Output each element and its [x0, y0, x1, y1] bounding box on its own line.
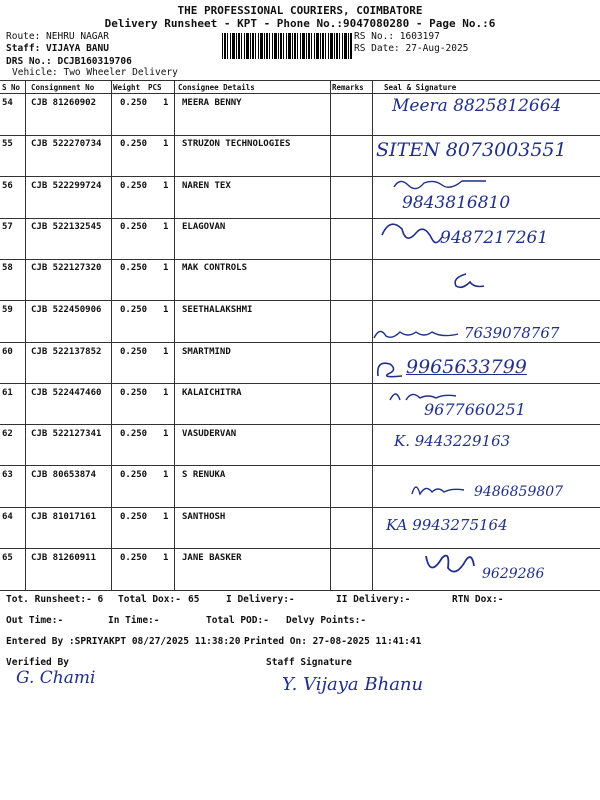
row-pcs: 1: [163, 98, 169, 108]
entered-by: Entered By :SPRIYAKPT 08/27/2025 11:38:20: [6, 636, 241, 647]
row-weight: 0.250: [120, 470, 148, 480]
row-consignment: CJB 81017161: [31, 512, 97, 522]
rs-number: RS No.: 1603197: [354, 31, 440, 42]
row-consignee: STRUZON TECHNOLOGIES: [182, 139, 291, 149]
row-consignment: CJB 522137852: [31, 347, 102, 357]
row-consignee: KALAICHITRA: [182, 388, 242, 398]
delvy-points: Delvy Points:-: [286, 615, 367, 626]
row-consignee: NAREN TEX: [182, 181, 231, 191]
out-time: Out Time:-: [6, 615, 64, 626]
row-sno: 58: [2, 263, 13, 273]
row-pcs: 1: [163, 388, 169, 398]
row-consignment: CJB 81260911: [31, 553, 97, 563]
row-consignee: VASUDERVAN: [182, 429, 237, 439]
row-divider: [0, 218, 600, 219]
col-header-sno: S No: [2, 83, 21, 92]
col-header-consignment: Consignment No: [31, 83, 95, 92]
row-sno: 63: [2, 470, 13, 480]
ii-delivery: II Delivery:-: [336, 594, 411, 605]
row-sno: 56: [2, 181, 13, 191]
row-weight: 0.250: [120, 305, 148, 315]
row-sno: 65: [2, 553, 13, 563]
row-weight: 0.250: [120, 388, 148, 398]
staff-signature-label: Staff Signature: [266, 657, 352, 668]
row-sno: 64: [2, 512, 13, 522]
table-top-border: [0, 80, 600, 81]
col-divider: [111, 80, 112, 590]
rs-date: RS Date: 27-Aug-2025: [354, 43, 469, 54]
col-header-consignee: Consignee Details: [178, 83, 255, 92]
row-consignment: CJB 80653874: [31, 470, 97, 480]
row-sno: 54: [2, 98, 13, 108]
row-divider: [0, 342, 600, 343]
row-pcs: 1: [163, 222, 169, 232]
table-bottom-border: [0, 590, 600, 591]
row-consignment: CJB 81260902: [31, 98, 97, 108]
row-divider: [0, 383, 600, 384]
row-weight: 0.250: [120, 512, 148, 522]
scribble-mark: [390, 173, 490, 193]
row-consignee: SANTHOSH: [182, 512, 226, 522]
row-divider: [0, 507, 600, 508]
rtn-dox: RTN Dox:-: [452, 594, 504, 605]
col-divider: [174, 80, 175, 590]
row-signature: 7639078767: [464, 324, 560, 342]
col-header-pcs: PCS: [148, 83, 162, 92]
row-sno: 57: [2, 222, 13, 232]
total-pod: Total POD:-: [206, 615, 269, 626]
row-consignment: CJB 522450906: [31, 305, 102, 315]
row-sno: 60: [2, 347, 13, 357]
scribble-mark: [376, 215, 446, 253]
row-signature: 9677660251: [424, 400, 526, 419]
row-weight: 0.250: [120, 263, 148, 273]
row-divider: [0, 300, 600, 301]
row-signature: K. 9443229163: [394, 432, 511, 450]
row-signature: 9487217261: [440, 228, 549, 248]
row-weight: 0.250: [120, 429, 148, 439]
row-signature: 9629286: [482, 566, 545, 582]
company-title: THE PROFESSIONAL COURIERS, COIMBATORE: [177, 4, 423, 17]
tot-runsheet: Tot. Runsheet:- 6: [6, 594, 104, 605]
row-weight: 0.250: [120, 222, 148, 232]
row-signature: 9843816810: [402, 193, 511, 213]
in-time: In Time:-: [108, 615, 160, 626]
row-consignee: JANE BASKER: [182, 553, 242, 563]
row-consignment: CJB 522132545: [31, 222, 102, 232]
row-consignment: CJB 522299724: [31, 181, 102, 191]
row-divider: [0, 548, 600, 549]
row-pcs: 1: [163, 470, 169, 480]
drs-number: DRS No.: DCJB160319706: [6, 56, 132, 67]
row-signature: KA 9943275164: [386, 516, 508, 534]
row-pcs: 1: [163, 263, 169, 273]
col-header-weight: Weight: [113, 83, 141, 92]
scribble-mark: [372, 356, 408, 380]
row-divider: [0, 135, 600, 136]
verifier-signature: G. Chami: [16, 668, 96, 688]
verified-by-label: Verified By: [6, 657, 69, 668]
col-divider: [25, 80, 26, 590]
row-pcs: 1: [163, 139, 169, 149]
row-signature: 9486859807: [474, 484, 564, 500]
row-consignee: MEERA BENNY: [182, 98, 242, 108]
row-weight: 0.250: [120, 553, 148, 563]
row-sno: 62: [2, 429, 13, 439]
i-delivery: I Delivery:-: [226, 594, 295, 605]
row-weight: 0.250: [120, 98, 148, 108]
row-sno: 55: [2, 139, 13, 149]
row-sno: 61: [2, 388, 13, 398]
staff-handwritten-signature: Y. Vijaya Bhanu: [282, 674, 424, 695]
row-weight: 0.250: [120, 181, 148, 191]
col-divider: [330, 80, 331, 590]
row-divider: [0, 259, 600, 260]
scribble-mark: [420, 548, 478, 584]
staff-label: Staff: VIJAYA BANU: [6, 43, 109, 54]
row-consignment: CJB 522127341: [31, 429, 102, 439]
row-consignee: SMARTMIND: [182, 347, 231, 357]
row-pcs: 1: [163, 512, 169, 522]
row-weight: 0.250: [120, 139, 148, 149]
row-divider: [0, 424, 600, 425]
row-divider: [0, 465, 600, 466]
scribble-mark: [408, 478, 468, 500]
scribble-mark: [448, 270, 488, 292]
row-pcs: 1: [163, 429, 169, 439]
row-signature: Meera 8825812664: [392, 96, 562, 116]
total-dox-value: 65: [188, 594, 200, 605]
row-consignment: CJB 522447460: [31, 388, 102, 398]
row-sno: 59: [2, 305, 13, 315]
runsheet-subtitle: Delivery Runsheet - KPT - Phone No.:9047080280 - Page No.:6: [104, 17, 496, 30]
printed-on: Printed On: 27-08-2025 11:41:41: [244, 636, 422, 647]
route-label: Route: NEHRU NAGAR: [6, 31, 109, 42]
row-pcs: 1: [163, 347, 169, 357]
scribble-mark: [372, 324, 462, 344]
row-consignee: ELAGOVAN: [182, 222, 226, 232]
col-header-seal: Seal & Signature: [384, 83, 457, 92]
row-signature: 9965633799: [406, 356, 527, 378]
row-signature: SITEN 8073003551: [376, 139, 567, 161]
row-pcs: 1: [163, 181, 169, 191]
row-pcs: 1: [163, 305, 169, 315]
row-weight: 0.250: [120, 347, 148, 357]
barcode-image: [222, 33, 352, 59]
total-dox-label: Total Dox:-: [118, 594, 181, 605]
col-header-remarks: Remarks: [332, 83, 364, 92]
row-pcs: 1: [163, 553, 169, 563]
row-consignee: SEETHALAKSHMI: [182, 305, 253, 315]
row-divider: [0, 176, 600, 177]
row-consignee: MAK CONTROLS: [182, 263, 248, 273]
row-consignment: CJB 522270734: [31, 139, 102, 149]
row-consignee: S RENUKA: [182, 470, 226, 480]
header-bottom-border: [0, 93, 600, 94]
row-consignment: CJB 522127320: [31, 263, 102, 273]
vehicle-label: Vehicle: Two Wheeler Delivery: [12, 67, 178, 78]
